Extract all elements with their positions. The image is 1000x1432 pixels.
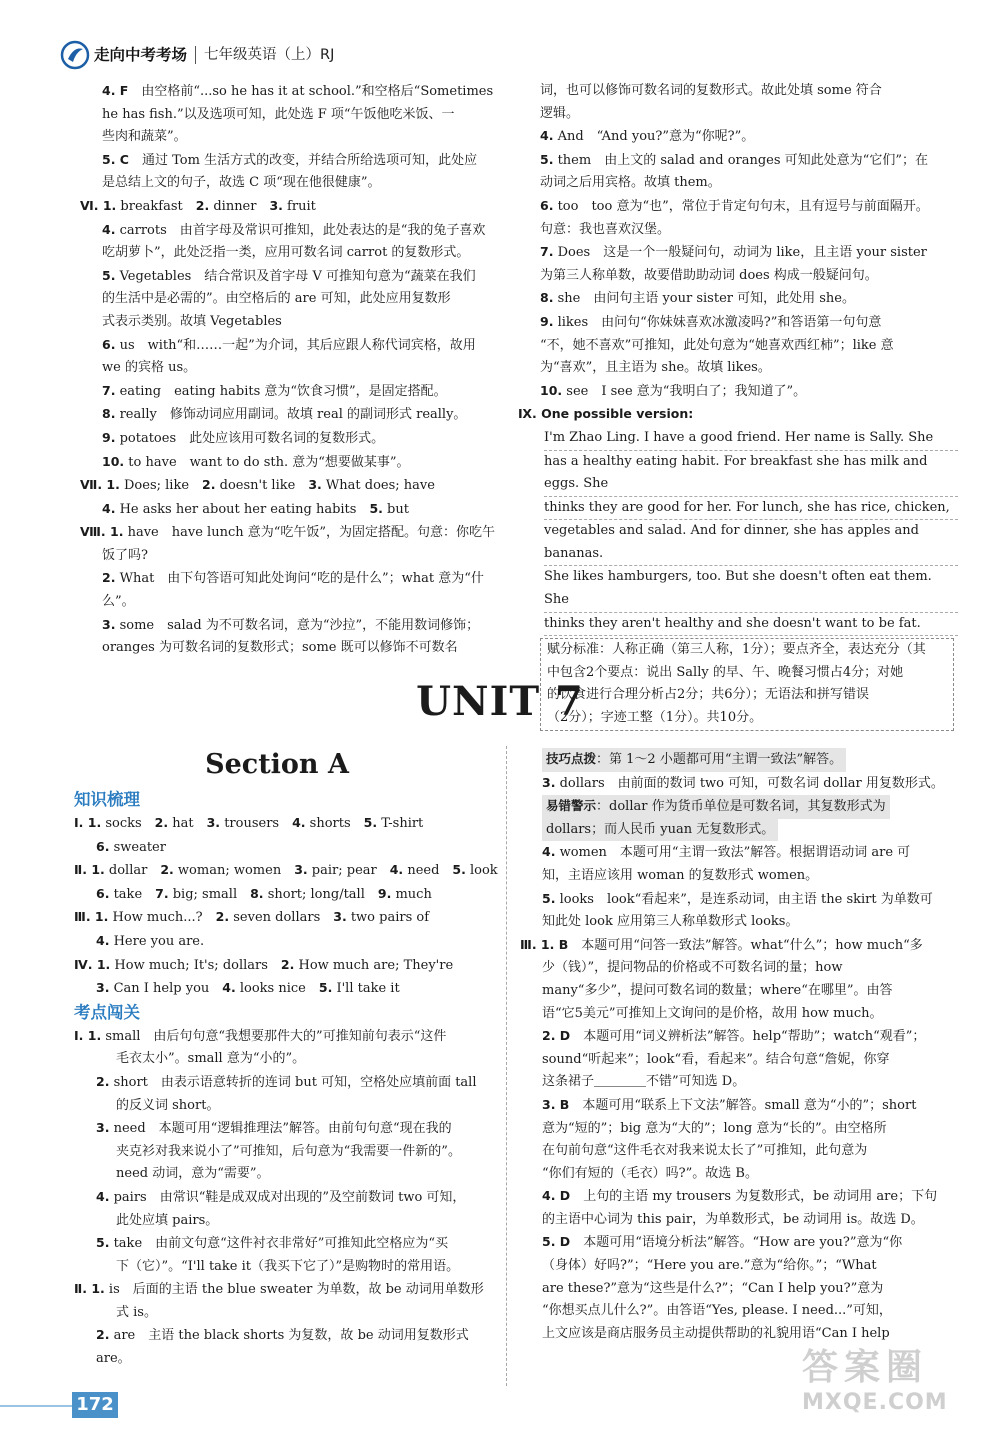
answer-line: 2. are 主语 the black shorts 为复数，故 be 动词用复数形式 are。 [96, 1327, 469, 1367]
page-number: 172 [72, 1392, 118, 1418]
answer-line: 2. D 本题可用“词义辨析法”解答。help“帮助”；watch“观看”； [542, 1028, 926, 1045]
section-title: Section A [205, 749, 349, 780]
answer-line: 4. D 上句的主语 my trousers 为复数形式，be 动词用 are；下句 [542, 1188, 938, 1205]
answer-line: 在句前句意“这件毛衣对我来说太长了”可推知，此句意为 [542, 1143, 868, 1159]
answer-line: 10. see I see 意为“我明白了；我知道了”。 [540, 382, 807, 399]
answer-line: 是总结上文的句子，故选 C 项“现在他很健康”。 [102, 175, 381, 191]
essay-line: I'm Zhao Ling. I have a good friend. Her name is Sally. She [544, 427, 958, 451]
answer-line: 毛衣太小”。small 意为“小的”。 [116, 1051, 306, 1067]
answer-line: 10. to have want to do sth. 意为“想要做某事”。 [102, 453, 410, 470]
answer-line: he has fish.”以及选项可知，此处选 F 项“午饭他吃米饭、一 [102, 106, 455, 122]
answer-line: 为“喜欢”，且主语为 she。故填 likes。 [540, 360, 771, 376]
essay-line: thinks they aren't healthy and she doesn't want to be fat. [544, 613, 958, 637]
watermark-line1: 答案圈 [802, 1347, 929, 1388]
answer-line: 夹克衫对我来说小了”可推知，后句意为“我需要一件新的”。 [116, 1143, 461, 1159]
footer-rule [0, 1405, 72, 1407]
answer-line: “不，她不喜欢”可推知，此处句意为“她喜欢西红柿”；like 意 [540, 337, 894, 353]
answer-line: 为第三人称单数，故要借助助动词 does 构成一般疑问句。 [540, 267, 878, 283]
answer-line: Ⅸ. One possible version: [518, 406, 694, 422]
answer-line: Ⅱ. 1. dollar 2. woman; women 3. pair; pear 4. need 5. look [74, 862, 498, 879]
answer-line: 少（钱）”，提问物品的价格或不可数名词的量；how [542, 960, 843, 976]
answer-line: are these?”意为“这些是什么?”；“Can I help you?”意为 [542, 1280, 884, 1296]
answer-line: 式 is。 [116, 1304, 157, 1320]
answer-line: 3. Can I help you 4. looks nice 5. I'll take it [96, 980, 400, 997]
answers-column-top-right [518, 80, 958, 731]
answer-line: 5. C 通过 Tom 生活方式的改变，并结合所给选项可知，此处应 [102, 151, 478, 168]
answer-line: dollars；而人民币 yuan 无复数形式。 [520, 819, 960, 842]
answer-line: 9. likes 由问句“你妹妹喜欢冰激凌吗?”和答语第一句句意 [540, 313, 882, 330]
answer-line: Ⅰ. 1. socks 2. hat 3. trousers 4. shorts 5. T-shirt [74, 815, 424, 831]
answer-line: 下（它）”。“I'll take it（我买下它了）”是购物时的常用语。 [116, 1258, 460, 1274]
answer-line: 知此处 look 应用第三人称单数形式 looks。 [542, 914, 799, 930]
answer-line: 7. Does 这是一个一般疑问句，动词为 like，且主语 your sister [540, 244, 927, 261]
answers-column-top-left [80, 80, 500, 660]
page-header [60, 40, 334, 70]
answer-line: 这条裙子＿＿＿＿不错”可知选 D。 [542, 1074, 746, 1090]
answer-line: Ⅲ. 1. How much...? 2. seven dollars 3. two pairs of [74, 909, 430, 926]
answer-line: 逻辑。 [540, 105, 580, 121]
header-divider [195, 46, 196, 64]
heading-exam: 考点闯关 [74, 1002, 140, 1022]
answer-line: 么”。 [102, 594, 135, 610]
essay-line: She likes hamburgers, too. But she doesn't often eat them. She [544, 566, 958, 612]
answer-line: Ⅱ. 1. is 后面的主语 the blue sweater 为单数，故 be 动词用单数形 [74, 1281, 484, 1298]
answer-line: 的主语中心词为 this pair，为单数形式，be 动词用 is。故选 D。 [542, 1211, 924, 1227]
answer-line: 8. she 由问句主语 your sister 可知，此处用 she。 [540, 290, 855, 307]
essay-line: vegetables and salad. And for dinner, she has apples and bananas. [544, 520, 958, 566]
answer-line: 语“它5美元”可推知上文询问的是价格，故用 how much。 [542, 1005, 883, 1021]
answer-line: 2. short 由表示语意转折的连词 but 可知，空格处应填前面 tall [96, 1073, 477, 1090]
essay-line: thinks they are good for her. For lunch, she has rice, chicken, [544, 497, 958, 521]
heading-knowledge: 知识梳理 [74, 790, 140, 809]
answer-line: 词，也可以修饰可数名词的复数形式。故此处填 some 符合 [540, 83, 882, 98]
criteria-line: （2分）；字迹工整（1分）。共10分。 [547, 710, 763, 726]
answer-line: Ⅲ. 1. B 本题可用“问答一致法”解答。what“什么”；how much“多 [520, 936, 923, 953]
answer-line: 5. D 本题可用“语境分析法”解答。“How are you?”意为“你 [542, 1234, 903, 1251]
answer-line: 4. And “And you?”意为“你呢?”。 [540, 128, 755, 145]
book-subtitle: 七年级英语（上）RJ [204, 46, 335, 63]
criteria-line: 中包含2个要点：说出 Sally 的早、午、晚餐习惯占4分；对她 [547, 664, 904, 680]
answer-line: 8. really 修饰动词应用副词。故填 real 的副词形式 really。 [102, 406, 467, 423]
essay-line: has a healthy eating habit. For breakfast she has milk and eggs. She [544, 451, 958, 497]
answer-line: 4. carrots 由首字母及常识可推知，此处表达的是“我的兔子喜欢 [102, 221, 486, 238]
answer-line: 6. us with“和……一起”为介词，其后应跟人称代词宾格，故用 [102, 336, 476, 353]
answer-line: we 的宾格 us。 [102, 360, 197, 376]
criteria-line: 赋分标准：人称正确（第三人称，1分）；要点齐全，表达充分（其 [547, 642, 926, 658]
answer-line: （身体）好吗?”；“Here you are.”意为“给你。”；“What [542, 1258, 877, 1274]
answer-line: 5. looks look“看起来”，是连系动词，由主语 the skirt 为单数可 [542, 890, 933, 907]
answers-column-bottom-right [520, 748, 960, 1345]
answer-line: 7. eating eating habits 意为“饮食习惯”，是固定搭配。 [102, 382, 447, 399]
criteria-line: 的饮食进行合理分析占2分；共6分）；无语法和拼写错误 [547, 687, 870, 703]
answers-column-bottom-left [74, 788, 500, 1371]
answer-line: 9. potatoes 此处应该用可数名词的复数形式。 [102, 429, 385, 446]
model-essay [518, 427, 958, 636]
answer-line: 的生活中是必需的”。由空格后的 are 可知，此处应用复数形 [102, 291, 451, 307]
answer-line: many“多少”，提问可数名词的数量；where“在哪里”。由答 [542, 982, 893, 998]
answer-line: Ⅳ. 1. How much; It's; dollars 2. How much are; They're [74, 956, 454, 973]
watermark-logo [802, 1346, 972, 1426]
answer-line: 3. dollars 由前面的数词 two 可知，可数名词 dollar 用复数形式。 [542, 774, 944, 791]
answer-line: 式表示类别。故填 Vegetables [102, 313, 282, 329]
answer-line: 句意：我也喜欢汉堡。 [540, 221, 671, 237]
answer-line: 6. too too 意为“也”，常位于肯定句句末，且有逗号与前面隔开。 [540, 197, 929, 214]
brand-logo-icon [60, 40, 90, 70]
answer-line: 4. women 本题可用“主谓一致法”解答。根据谓语动词 are 可 [542, 844, 911, 861]
answer-line: 5. Vegetables 结合常识及首字母 V 可推知句意为“蔬菜在我们 [102, 267, 476, 284]
answer-line: need 动词，意为“需要”。 [116, 1166, 270, 1182]
answer-line: 知，主语应该用 woman 的复数形式 women。 [542, 867, 819, 883]
answer-line: 饭了吗? [102, 547, 148, 563]
answer-line: 4. pairs 由常识“鞋是成双成对出现的”及空前数词 two 可知， [96, 1188, 466, 1205]
answer-line: 3. need 本题可用“逻辑推理法”解答。由前句句意“现在我的 [96, 1120, 452, 1137]
answer-line: “你想买点儿什么?”。由答语“Yes, please. I need...”可知， [542, 1303, 892, 1319]
answer-line: 此处应填 pairs。 [116, 1212, 219, 1228]
answer-line: 2. What 由下句答语可知此处询问“吃的是什么”；what 意为“什 [102, 570, 484, 587]
answer-line: 4. He asks her about her eating habits 5. but [102, 500, 409, 517]
answer-line: 4. F 由空格前“...so he has it at school.”和空格后“Sometimes [102, 83, 494, 99]
answer-line: Ⅰ. 1. small 由后句句意“我想要那件大的”可推知前句表示“这件 [74, 1027, 447, 1044]
answer-line: 3. some salad 为不可数名词，意为“沙拉”，不能用数词修饰； [102, 616, 480, 633]
answer-line: 吃胡萝卜”，此处泛指一类，应用可数名词 carrot 的复数形式。 [102, 245, 470, 261]
unit-title: UNIT 7 [416, 678, 584, 725]
answer-line: 5. them 由上文的 salad and oranges 可知此处意为“它们”；在 [540, 151, 928, 168]
answer-line: 些肉和蔬菜”。 [102, 129, 187, 145]
answer-line: 3. B 本题可用“联系上下文法”解答。small 意为“小的”；short [542, 1096, 917, 1113]
answer-line: 上文应该是商店服务员主动提供帮助的礼貌用语“Can I help [542, 1325, 890, 1341]
answer-line: Ⅵ. 1. breakfast 2. dinner 3. fruit [80, 197, 316, 214]
watermark-line2: MXQE.COM [802, 1390, 948, 1415]
answer-line: 6. sweater [96, 838, 166, 855]
answer-line: 6. take 7. big; small 8. short; long/tall 9. much [96, 885, 432, 902]
answer-line: sound“听起来”；look“看，看起来”。结合句意“詹妮，你穿 [542, 1051, 890, 1067]
book-brand: 走向中考考场 [94, 45, 188, 64]
answer-line: 动词之后用宾格。故填 them。 [540, 175, 721, 191]
answer-line: “你们有短的（毛衣）吗?”。故选 B。 [542, 1165, 758, 1181]
answer-line: 易错警示：dollar 作为货币单位是可数名词，其复数形式为 [520, 795, 960, 819]
answer-line: 技巧点拨：第 1～2 小题都可用“主谓一致法”解答。 [520, 748, 960, 772]
answer-line: 4. Here you are. [96, 932, 205, 949]
answer-line: oranges 为可数名词的复数形式；some 既可以修饰不可数名 [102, 640, 458, 656]
answer-line: 的反义词 short。 [116, 1097, 220, 1113]
answer-line: 意为“短的”；big 意为“大的”；long 意为“长的”。由空格所 [542, 1120, 887, 1136]
answer-line: Ⅶ. 1. Does; like 2. doesn't like 3. What does; have [80, 477, 435, 494]
column-divider [506, 746, 507, 1386]
answer-line: 5. take 由前文句意“这件衬衣非常好”可推知此空格应为“买 [96, 1235, 449, 1252]
answer-line: Ⅷ. 1. have have lunch 意为“吃午饭”，为固定搭配。句意：你吃午 [80, 524, 496, 541]
